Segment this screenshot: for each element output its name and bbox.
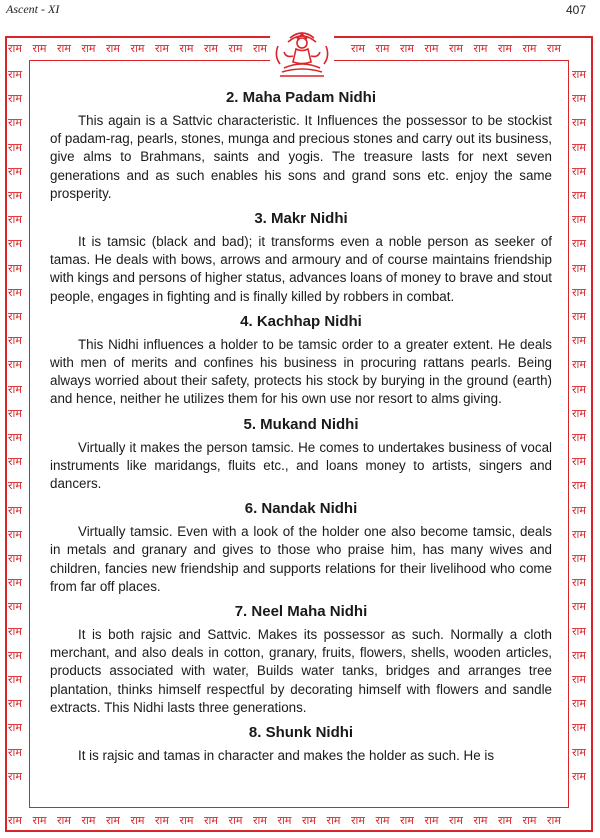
ram-border-word: राम	[572, 431, 586, 444]
ram-border-word: राम	[473, 814, 488, 827]
ram-border-word: राम	[8, 189, 22, 202]
ram-border-word: राम	[106, 814, 120, 827]
ram-border-word: राम	[8, 261, 22, 275]
ram-border-word: राम	[498, 814, 512, 827]
ram-border-word: राम	[253, 814, 267, 827]
section-makr-nidhi	[50, 209, 552, 306]
ram-border-word: राम	[57, 814, 71, 827]
ram-border-word: राम	[8, 648, 22, 662]
ram-border-word: राम	[326, 814, 341, 827]
ram-border-word: राम	[572, 406, 586, 420]
ram-border-word: राम	[8, 237, 22, 251]
ram-border-word: राम	[572, 745, 586, 759]
ram-border-word: राम	[8, 42, 22, 55]
ram-border-word: राम	[155, 814, 169, 827]
ram-border-word: राम	[204, 42, 218, 55]
ram-border-word: राम	[32, 42, 47, 55]
ram-border-word: राम	[572, 624, 586, 638]
ram-border-word: राम	[375, 814, 390, 827]
ram-border-word: राम	[179, 42, 194, 55]
section-paragraph: It is both rajsic and Sattvic. Makes its possessor as such. Normally a cloth merchant, and also deals in cotton, granary, fruits, flowers, shells, wooden articles, products associated with water, Builds water tanks, bridges and arranges tree plantation, thinks himself respectful by decorating himself with flowers and sandle extracts. This Nidhi lasts three generations.	[50, 627, 552, 715]
ram-border-word: राम	[8, 406, 22, 420]
section-paragraph: This Nidhi influences a holder to be tamsic order to a greater extent. He deals with men of merits and confines his business in procuring rattans pearls. Being always worried about their safety, protects his stock by burying in the ground (earth) and hence, neither he utilizes them for his own use nor resort to alms giving.	[50, 336, 552, 407]
ram-border-word: राम	[8, 285, 22, 299]
ram-border-word: राम	[81, 814, 96, 827]
section-heading: 8. Shunk Nidhi	[248, 724, 354, 742]
ram-border-word: राम	[572, 68, 586, 81]
ram-border-word: राम	[8, 527, 22, 541]
ram-border-word: राम	[400, 814, 414, 827]
ram-border-word: राम	[8, 673, 22, 686]
section-heading: 3. Makr Nidhi	[254, 210, 348, 228]
ram-border-word: राम	[8, 576, 22, 590]
ram-border-word: राम	[572, 285, 586, 299]
ram-border-word: राम	[8, 745, 22, 759]
ram-border-word: राम	[424, 814, 439, 827]
section-paragraph: Virtually tamsic. Even with a look of the holder one also become tamsic, deals in metals and granary and gives to those who praise him, has many wives and children, fancies new friendship and supports relations for their livelihood who come from far off places.	[50, 524, 552, 594]
ram-border-word: राम	[522, 42, 537, 55]
ram-border-word: राम	[32, 814, 47, 827]
section-paragraph: It is rajsic and tamas in character and makes the holder as such. He is	[78, 748, 495, 764]
section-heading: 5. Mukand Nidhi	[243, 415, 359, 433]
ram-border-word: राम	[572, 261, 586, 275]
ram-border-word: राम	[8, 310, 22, 323]
ram-border-word: राम	[106, 42, 120, 55]
section-maha-padam-nidhi	[50, 88, 552, 203]
ram-border-word: राम	[155, 42, 169, 55]
ram-border-word: राम	[8, 116, 22, 130]
ram-border-word: राम	[8, 431, 22, 444]
ram-border-word: राम	[8, 552, 22, 565]
section-shunk-nidhi	[50, 723, 552, 765]
ram-border-word: राम	[572, 769, 586, 783]
section-nandak-nidhi	[50, 499, 552, 596]
ram-border-word: राम	[8, 213, 22, 227]
ram-border-word: राम	[8, 358, 22, 372]
ram-border-word: राम	[572, 213, 586, 227]
ram-border-word: राम	[302, 814, 316, 827]
section-heading: 2. Maha Padam Nidhi	[225, 89, 377, 106]
ram-border-word: राम	[572, 697, 586, 711]
ram-border-word: राम	[8, 140, 22, 154]
ram-border-word: राम	[179, 814, 194, 827]
ram-border-word: राम	[277, 814, 292, 827]
ram-border-word: राम	[8, 92, 22, 106]
ram-border-word: राम	[572, 576, 586, 590]
ram-border-word: राम	[8, 164, 22, 178]
ram-border-word: राम	[449, 814, 463, 827]
ram-border-word: राम	[400, 42, 414, 55]
section-kachhap-nidhi	[50, 312, 552, 409]
ram-border-word: राम	[8, 600, 22, 614]
ram-border-word: राम	[351, 814, 365, 827]
ram-border-word: राम	[572, 310, 586, 323]
ram-border-word: राम	[130, 814, 145, 827]
ram-border-word: राम	[572, 140, 586, 154]
seated-deity-icon	[270, 30, 334, 80]
ram-border-word: राम	[572, 721, 586, 735]
section-heading: 4. Kachhap Nidhi	[240, 312, 362, 330]
ram-border-word: राम	[57, 42, 71, 55]
ram-border-word: राम	[8, 334, 22, 348]
ram-border-word: राम	[8, 382, 22, 396]
ram-border-word: राम	[572, 552, 586, 565]
ram-border-word: राम	[8, 697, 22, 711]
ram-border-word: राम	[130, 42, 145, 55]
ram-border-word: राम	[547, 42, 561, 55]
ram-border-word: राम	[8, 503, 22, 517]
ram-border-word: राम	[572, 92, 586, 106]
ram-border-word: राम	[473, 42, 488, 55]
ram-border-word: राम	[228, 42, 243, 55]
ram-border-word: राम	[572, 189, 586, 202]
ram-border-word: राम	[204, 814, 218, 827]
ram-border-word: राम	[572, 673, 586, 686]
ram-border-word: राम	[8, 624, 22, 638]
ram-border-word: राम	[572, 600, 586, 614]
ram-border-word: राम	[572, 237, 586, 251]
ram-border-word: राम	[572, 382, 586, 396]
ram-border-word: राम	[228, 814, 243, 827]
ram-border-word: राम	[8, 769, 22, 783]
ram-border-word: राम	[449, 42, 463, 55]
ram-border-word: राम	[572, 479, 586, 493]
ram-border-word: राम	[8, 68, 22, 81]
section-paragraph: It is tamsic (black and bad); it transforms even a noble person as seeker of tamas. He deals with bows, arrows and armoury and of course maintains friendship with kings and persons of higher status, advances loans of money to brave and stout people, engages in fighting and is finally killed by robbers in combat.	[50, 234, 552, 304]
running-title: Ascent - XI	[6, 2, 60, 16]
ram-border-word: राम	[424, 42, 439, 55]
ram-border-word: राम	[351, 42, 365, 55]
ram-border-word: राम	[572, 334, 586, 348]
ram-border-word: राम	[572, 648, 586, 662]
ram-border-word: राम	[572, 503, 586, 517]
ram-border-word: राम	[8, 479, 22, 493]
ram-border-word: राम	[572, 358, 586, 372]
ram-border-word: राम	[8, 455, 22, 469]
ram-border-word: राम	[522, 814, 537, 827]
ram-border-word: राम	[8, 721, 22, 735]
ram-border-word: राम	[572, 455, 586, 469]
ram-border-word: राम	[8, 814, 22, 827]
ram-border-word: राम	[572, 116, 586, 130]
ram-border-word: राम	[572, 527, 586, 541]
ram-border-word: राम	[572, 164, 586, 178]
section-paragraph: Virtually it makes the person tamsic. He comes to undertakes business of vocal instruments like maridangs, fluits etc., and loans money to artists, singers and dancers.	[50, 439, 552, 492]
ram-border-word: राम	[253, 42, 267, 55]
ram-border-word: राम	[81, 42, 96, 55]
page-number: 407	[565, 3, 586, 17]
ram-border-word: राम	[547, 814, 561, 827]
ram-border-word: राम	[375, 42, 390, 55]
section-paragraph: This again is a Sattvic characteristic. It Influences the possessor to be stockist of padam-rag, pearls, stones, munga and precious stones and carry out its business, give alms to Brahmans, saints and yogis. The treasure lasts for next seven generations and as such enables his sons and grand sons etc. enjoy the same prosperity.	[50, 113, 552, 201]
section-heading: 7. Neel Maha Nidhi	[234, 603, 368, 621]
ram-border-word: राम	[498, 42, 512, 55]
section-heading: 6. Nandak Nidhi	[244, 500, 358, 518]
section-mukand-nidhi	[50, 415, 552, 494]
page-body	[50, 88, 552, 771]
section-neel-maha-nidhi	[50, 602, 552, 717]
